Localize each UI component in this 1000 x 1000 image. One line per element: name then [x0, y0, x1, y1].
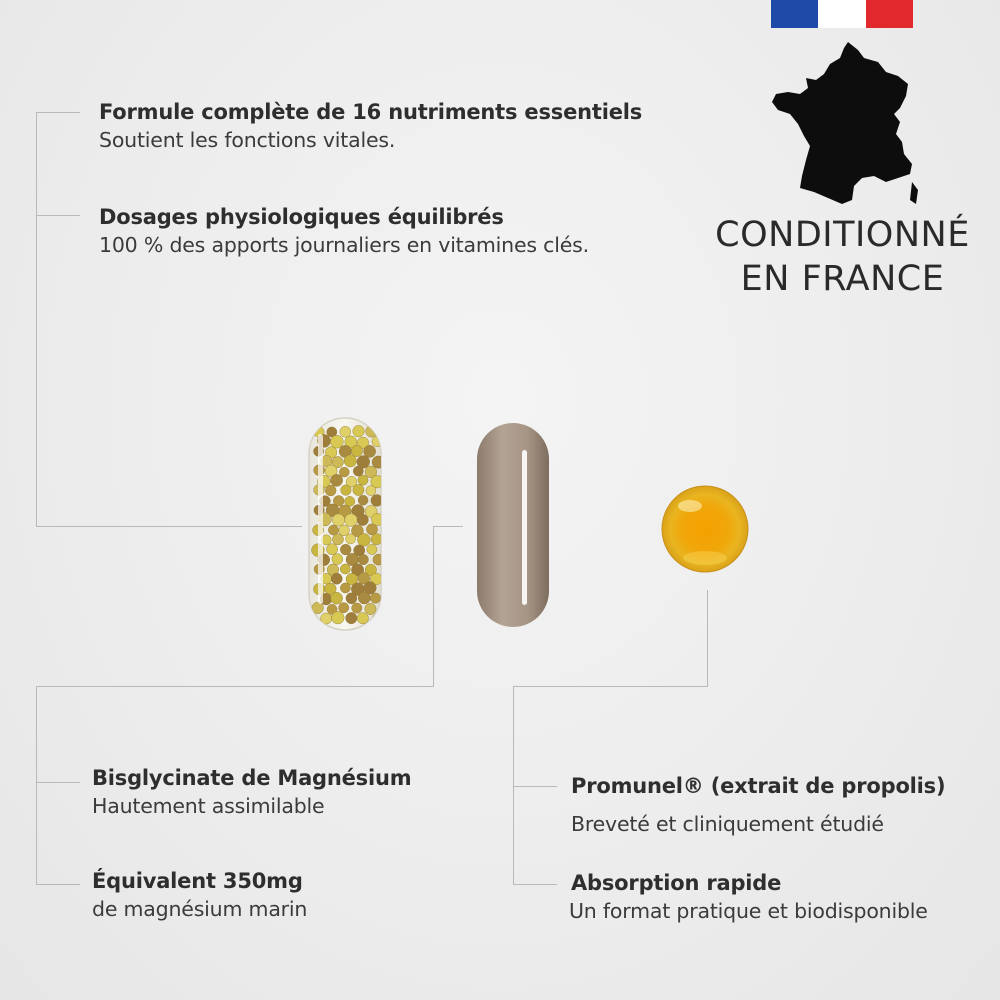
connector-from-brown-capsule	[433, 526, 463, 527]
connector-from-softgel	[707, 590, 708, 686]
pellet	[357, 514, 368, 525]
france-map-icon	[770, 42, 920, 207]
pellet	[327, 544, 338, 555]
pellet	[332, 611, 345, 624]
brown-capsule-image	[474, 420, 552, 630]
feature-title: Dosages physiologiques équilibrés	[99, 205, 504, 229]
pellet	[331, 592, 343, 604]
pellet	[358, 534, 371, 547]
pellet	[371, 534, 382, 545]
pellet	[325, 485, 336, 496]
pellet	[332, 514, 344, 526]
pellet	[357, 613, 368, 624]
pellet	[340, 544, 351, 555]
pellet	[373, 613, 384, 624]
pellet	[331, 474, 343, 486]
flag-white-stripe	[818, 0, 865, 28]
feature-desc: de magnésium marin	[92, 897, 308, 921]
pellet	[366, 425, 378, 437]
france-flag-icon	[771, 0, 913, 28]
pellet	[341, 485, 352, 496]
pellet	[367, 544, 377, 554]
pellet	[328, 525, 338, 535]
conditionne-en-france-label	[700, 213, 985, 301]
pellet	[345, 514, 358, 527]
connector-mid-vertical	[433, 526, 434, 686]
connector-tick-feature-2	[36, 215, 80, 216]
pellet	[373, 554, 384, 565]
pellet	[370, 593, 380, 603]
feature-desc: Hautement assimilable	[92, 794, 325, 818]
pellet	[344, 455, 356, 467]
pellet	[366, 524, 377, 535]
badge-line-1: CONDITIONNÉ	[715, 215, 970, 255]
pellet	[332, 534, 343, 545]
feature-title: Équivalent 350mg	[92, 869, 303, 893]
connector-mag-vertical	[36, 686, 37, 885]
pellet	[340, 426, 351, 437]
flag-blue-stripe	[771, 0, 818, 28]
connector-to-clear-capsule	[36, 526, 302, 527]
badge-line-2: EN FRANCE	[740, 259, 945, 299]
feature-desc: Un format pratique et biodisponible	[569, 899, 928, 923]
pellet	[339, 603, 349, 613]
feature-magnesium-equivalent	[92, 867, 307, 923]
pellet	[353, 484, 364, 495]
pellet	[365, 603, 376, 614]
connector-tick-feature-5	[513, 786, 557, 787]
pellet	[353, 425, 365, 437]
feature-title: Formule complète de 16 nutriments essentiels	[99, 100, 643, 124]
feature-desc: Soutient les fonctions vitales.	[99, 128, 396, 152]
pellet	[332, 554, 343, 565]
pellet	[346, 612, 357, 623]
feature-desc: Breveté et cliniquement étudié	[571, 812, 884, 836]
feature-magnesium-bisglycinate	[92, 764, 411, 820]
connector-top-vertical	[36, 112, 37, 527]
connector-right-horizontal	[513, 686, 708, 687]
connector-tick-feature-3	[36, 782, 80, 783]
feature-physiological-dosages	[99, 203, 589, 259]
pellet	[331, 573, 342, 584]
pellet	[340, 583, 350, 593]
pellet	[358, 554, 368, 564]
feature-desc: 100 % des apports journaliers en vitamines clés.	[99, 233, 589, 257]
pellet	[340, 564, 350, 574]
pellet	[351, 445, 362, 456]
pellet	[358, 495, 368, 505]
amber-softgel-image	[660, 484, 754, 578]
pellet	[358, 475, 368, 485]
pellet	[346, 593, 357, 604]
flag-red-stripe	[866, 0, 913, 28]
pellet	[358, 592, 370, 604]
pellet	[345, 534, 355, 544]
pellet	[353, 466, 363, 476]
connector-tick-feature-1	[36, 112, 80, 113]
feature-title: Bisglycinate de Magnésium	[92, 766, 412, 790]
clear-capsule-image	[305, 414, 385, 634]
pellet	[339, 467, 349, 477]
pellet	[371, 495, 383, 507]
feature-title: Absorption rapide	[571, 871, 782, 895]
connector-tick-feature-6	[513, 884, 557, 885]
pellet	[330, 435, 343, 448]
pellet	[372, 456, 384, 468]
connector-mid-horizontal	[36, 686, 434, 687]
feature-title: Promunel® (extrait de propolis)	[571, 774, 946, 798]
pellet	[366, 486, 376, 496]
feature-fast-absorption	[569, 869, 928, 925]
feature-complete-formula	[99, 98, 642, 154]
feature-promunel	[571, 772, 945, 838]
pellet	[352, 603, 362, 613]
connector-tick-feature-4	[36, 884, 80, 885]
